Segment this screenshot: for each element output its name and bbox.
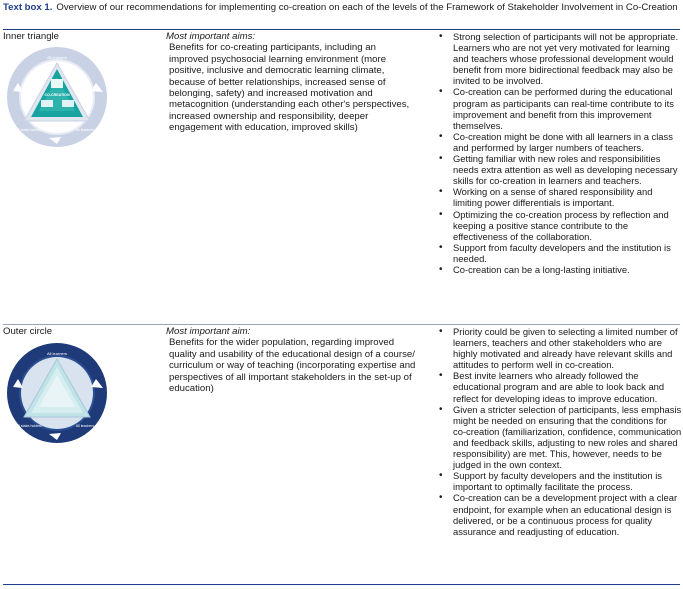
list-item: • Co-creation can be a long-lasting initiative. [438, 264, 682, 275]
list-item: • Co-creation might be done with all learners in a class and performed by larger numbers of teachers. [438, 131, 682, 153]
list-item: • Optimizing the co-creation process by reflection and keeping a positive stance contribute to the effectiveness of the collaboration. [438, 209, 682, 242]
figure-label-bottom-right: All teachers [75, 128, 95, 132]
caption-label: Text box 1. [3, 2, 53, 13]
row-label-outer-circle: Outer circle [3, 326, 53, 337]
recommendations-outer-circle [438, 326, 682, 537]
figure-label-top: All learners [46, 351, 68, 356]
figure-label-center: CO-CREATION [44, 93, 70, 97]
aim-heading: Most important aims: [166, 31, 256, 42]
list-item: • Given a stricter selection of participants, less emphasis might be needed on ensuring that the conditions for co-creation (familiarization, confidence, communication and feedback skills, adjusting to new roles and shared responsibility) are met. This, however, needs to be judged in the own context. [438, 404, 682, 471]
list-item: • Co-creation can be a development project with a clear endpoint, for example when an educational design is delivered, or be a continuous process for quality assurance and readjusting of education. [438, 492, 682, 536]
outer-circle-figure [5, 341, 109, 445]
figure-label-top: All learners [46, 55, 68, 60]
row-divider [3, 324, 680, 325]
list-item: • Priority could be given to selecting a limited number of learners, teachers and other stakeholders who are highly motivated and already have relevant skills and attitudes to perform well in co-creation. [438, 326, 682, 370]
row-label-inner-triangle: Inner triangle [3, 31, 59, 42]
figure-label-bottom-left: All stake-holders [16, 424, 42, 428]
table-caption [3, 2, 679, 14]
aim-heading: Most important aim: [166, 326, 251, 337]
caption-rule [3, 29, 680, 30]
list-item: • Support by faculty developers and the institution is important to optimally facilitate the process. [438, 470, 682, 492]
list-item: • Getting familiar with new roles and responsibilities needs extra attention as well as developing necessary skills for co-creation in learners and teachers. [438, 153, 682, 186]
list-item: • Best invite learners who already followed the educational program and are able to look back and reflect for developing ideas to improve education. [438, 370, 682, 403]
recommendations-inner-triangle [438, 31, 682, 275]
aim-body: Benefits for co-creating participants, including an improved psychosocial learning environment (more positive, inclusive and democratic learning climate, because of better relationships, increased sense of belonging, safety) and increased motivation and metacognition (understanding each other's perspectives, increased ownership and responsibility, deeper engagement with education, improved skills) [169, 42, 410, 134]
list-item: • Co-creation can be performed during the educational program as participants can real-time contribute to its improvement and benefit from this improvement themselves. [438, 86, 682, 130]
list-item: • Strong selection of participants will not be appropriate. Learners who are not yet very motivated for learning and teachers whose professional development would benefit from more bidirectional feedback may also be invited to be involved. [438, 31, 682, 86]
figure-label-bottom-right: All teachers [75, 424, 95, 428]
table-bottom-rule [3, 584, 680, 585]
list-item: • Working on a sense of shared responsibility and limiting power differentials is important. [438, 186, 682, 208]
figure-label-bottom-left: All stake-holders [16, 128, 42, 132]
aim-outer-circle [166, 326, 416, 394]
list-item: • Support from faculty developers and the institution is needed. [438, 242, 682, 264]
aim-body: Benefits for the wider population, regarding improved quality and usability of the educational design of a course/ curriculum or way of teaching (incorporating expertise and perspectives of all important stakeholders in the set-up of education) [169, 337, 416, 395]
caption-text: Overview of our recommendations for implementing co-creation on each of the levels of the Framework of Stakeholder Involvement in Co-Creation [56, 2, 678, 13]
aim-inner-triangle [166, 31, 416, 134]
inner-triangle-figure [5, 45, 109, 149]
